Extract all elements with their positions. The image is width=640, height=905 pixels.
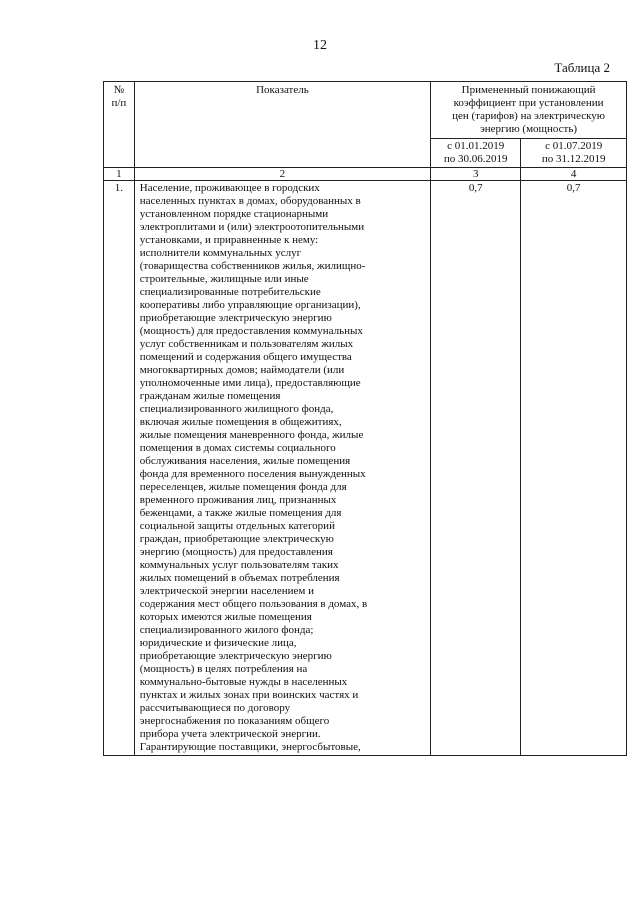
row-indicator-text — [134, 181, 430, 756]
indicator-text-line: специализированные потребительские — [139, 286, 321, 298]
header-num-line: № — [113, 84, 125, 96]
period-line: по 30.06.2019 — [443, 153, 508, 165]
header-coefficient-line: коэффициент при установлении — [453, 97, 604, 109]
indicator-text-line: (товарищества собственников жилья, жилищно- — [139, 260, 366, 272]
header-coefficient-line: цен (тарифов) на электрическую — [452, 110, 606, 122]
period-line: по 31.12.2019 — [541, 153, 606, 165]
indicator-text-line: специализированного жилого фонда; — [139, 624, 314, 636]
indicator-text-line: фонда для временного поселения вынужденных — [139, 468, 366, 480]
indicator-text-line: населенных пунктах в домах, оборудованных в — [139, 195, 361, 207]
table-header-row — [104, 82, 627, 139]
indicator-text-line: помещения в домах системы социального — [139, 442, 336, 454]
indicator-text-line: обслуживания населения, жилые помещения — [139, 455, 351, 467]
column-number: 1 — [104, 168, 135, 181]
coefficient-table — [103, 81, 627, 756]
column-number: 2 — [134, 168, 430, 181]
header-num-line: п/п — [111, 97, 127, 109]
indicator-text-line: гражданам жилые помещения — [139, 390, 281, 402]
indicator-text-line: специализированного жилищного фонда, — [139, 403, 334, 415]
row-value-period-1: 0,7 — [431, 181, 521, 756]
indicator-text-line: (мощность) в целях потребления на — [139, 663, 308, 675]
indicator-text-line: установками, и приравненные к нему: — [139, 234, 319, 246]
indicator-text-line: беженцами, а также жилые помещения для — [139, 507, 342, 519]
indicator-text-line: (мощность) для предоставления коммунальных — [139, 325, 363, 337]
period-line: с 01.07.2019 — [545, 140, 603, 152]
indicator-text-line: установленном порядке стационарными — [139, 208, 329, 220]
period-line: с 01.01.2019 — [447, 140, 505, 152]
column-number-row — [104, 168, 627, 181]
page-number: 12 — [313, 38, 327, 53]
header-indicator: Показатель — [134, 82, 430, 168]
column-number: 3 — [431, 168, 521, 181]
header-period-2 — [521, 139, 627, 168]
header-num-cell — [104, 82, 135, 168]
header-coefficient-line: Примененный понижающий — [461, 84, 596, 96]
header-coefficient-line: энергию (мощность) — [480, 123, 578, 135]
indicator-text-line: коммунально-бытовые нужды в населенных — [139, 676, 348, 688]
indicator-text-line: Население, проживающее в городских — [139, 182, 320, 194]
indicator-text-line: приобретающие электрическую энергию — [139, 650, 332, 662]
table-row — [104, 181, 627, 756]
header-period-1 — [431, 139, 521, 168]
indicator-text-line: электроплитами и (или) электроотопительными — [139, 221, 365, 233]
row-value-period-2: 0,7 — [521, 181, 627, 756]
indicator-text-line: исполнители коммунальных услуг — [139, 247, 302, 259]
indicator-text-line: энергоснабжения по показаниям общего — [139, 715, 330, 727]
indicator-text-line: жилых помещений в объемах потребления — [139, 572, 340, 584]
indicator-text-line: коммунальных услуг пользователям таких — [139, 559, 339, 571]
indicator-text-line: пунктах и жилых зонах при воинских частях и — [139, 689, 359, 701]
indicator-text-line: которых имеются жилые помещения — [139, 611, 312, 623]
indicator-text-line: многоквартирных домов; наймодатели (или — [139, 364, 345, 376]
indicator-text-line: прибора учета электрической энергии. — [139, 728, 321, 740]
indicator-text-line: социальной защиты отдельных категорий — [139, 520, 335, 532]
indicator-text-line: включая жилые помещения в общежитиях, — [139, 416, 342, 428]
indicator-text-line: строительные, жилищные или иные — [139, 273, 309, 285]
indicator-text-line: уполномоченные ими лица), предоставляющие — [139, 377, 361, 389]
row-number: 1. — [104, 181, 135, 756]
table-caption: Таблица 2 — [554, 60, 610, 75]
indicator-text-line: содержания мест общего пользования в домах, в — [139, 598, 368, 610]
indicator-text-line: электрической энергии населением и — [139, 585, 314, 597]
indicator-text-line: помещений и содержания общего имущества — [139, 351, 352, 363]
indicator-text-line: приобретающие электрическую энергию — [139, 312, 332, 324]
header-coefficient-cell — [431, 82, 627, 139]
column-number: 4 — [521, 168, 627, 181]
indicator-text-line: юридические и физические лица, — [139, 637, 297, 649]
indicator-text-line: услуг собственникам и пользователям жилых — [139, 338, 354, 350]
indicator-text-line: кооперативы либо управляющие организации), — [139, 299, 361, 311]
indicator-text-line: граждан, приобретающие электрическую — [139, 533, 334, 545]
indicator-text-line: энергию (мощность) для предоставления — [139, 546, 333, 558]
indicator-text-line: переселенцев, жилые помещения фонда для — [139, 481, 347, 493]
indicator-text-line: рассчитывающиеся по договору — [139, 702, 291, 714]
indicator-text-line: жилые помещения маневренного фонда, жилые — [139, 429, 364, 441]
indicator-text-line: временного проживания лиц, признанных — [139, 494, 337, 506]
indicator-text-line: Гарантирующие поставщики, энергосбытовые, — [139, 741, 361, 753]
